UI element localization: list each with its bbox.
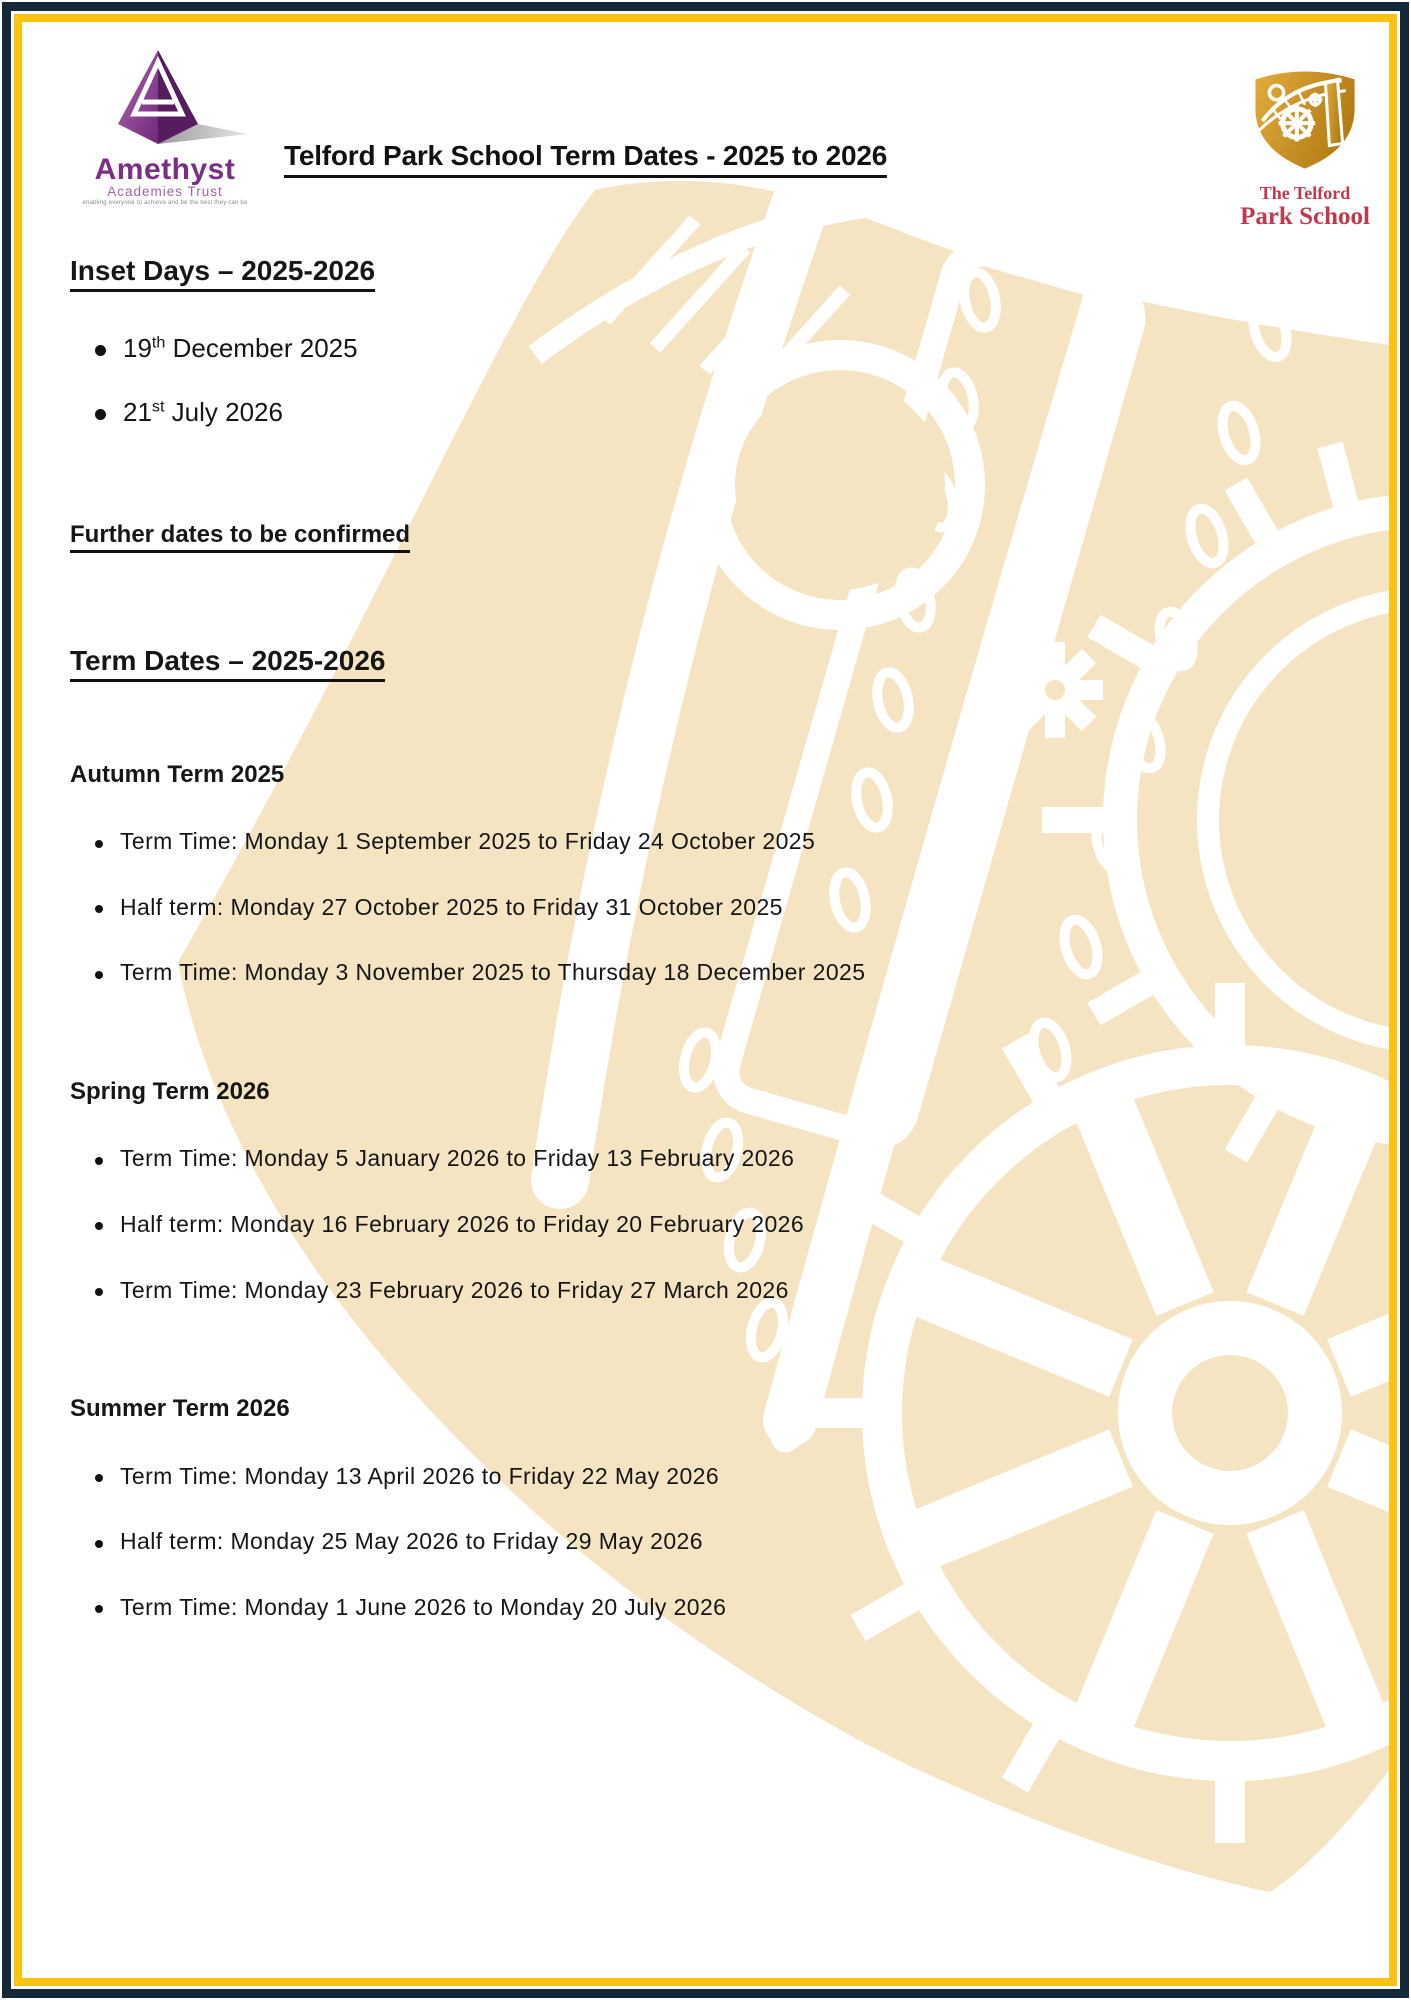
amethyst-subtitle: Academies Trust [107, 184, 223, 199]
inset-day-item: 19th December 2025 [70, 334, 1389, 364]
inset-days-list [70, 334, 1389, 428]
inset-day-item: 21st July 2026 [70, 398, 1389, 428]
ordinal-suffix: th [151, 333, 166, 352]
term-date-item: Half term: Monday 27 October 2025 to Friday 31 October 2025 [70, 894, 1389, 922]
term-date-item: Term Time: Monday 23 February 2026 to Friday 27 March 2026 [70, 1277, 1389, 1305]
summer-term-list [70, 1463, 1389, 1622]
term-dates-heading: Term Dates – 2025-2026 [70, 646, 1389, 682]
term-date-item: Term Time: Monday 1 September 2025 to Friday 24 October 2025 [70, 828, 1389, 856]
term-date-item: Term Time: Monday 13 April 2026 to Friday 22 May 2026 [70, 1463, 1389, 1491]
term-date-item: Term Time: Monday 5 January 2026 to Friday 13 February 2026 [70, 1145, 1389, 1173]
autumn-term-list [70, 828, 1389, 987]
summer-term-heading: Summer Term 2026 [70, 1395, 290, 1423]
term-date-item: Term Time: Monday 1 June 2026 to Monday 20 July 2026 [70, 1594, 1389, 1622]
autumn-term-heading: Autumn Term 2025 [70, 760, 285, 788]
amethyst-tagline: enabling everyone to achieve and be the best they can be [82, 199, 248, 206]
ordinal-suffix: st [151, 397, 165, 416]
body-copy [22, 22, 1389, 1621]
page-content-area [22, 22, 1389, 1978]
term-date-item: Half term: Monday 25 May 2026 to Friday 29 May 2026 [70, 1528, 1389, 1556]
telford-wordmark-line1: The Telford [1259, 183, 1351, 203]
term-date-item: Term Time: Monday 3 November 2025 to Thursday 18 December 2025 [70, 959, 1389, 987]
amethyst-wordmark: Amethyst [94, 153, 236, 186]
telford-wordmark-line2: Park School [1240, 202, 1370, 230]
page-title: Telford Park School Term Dates - 2025 to 2026 [284, 140, 887, 178]
spring-term-list [70, 1145, 1389, 1304]
further-dates-note: Further dates to be confirmed [70, 522, 1389, 553]
inset-days-heading: Inset Days – 2025-2026 [70, 256, 1389, 292]
spring-term-heading: Spring Term 2026 [70, 1077, 270, 1105]
term-date-item: Half term: Monday 16 February 2026 to Friday 20 February 2026 [70, 1211, 1389, 1239]
